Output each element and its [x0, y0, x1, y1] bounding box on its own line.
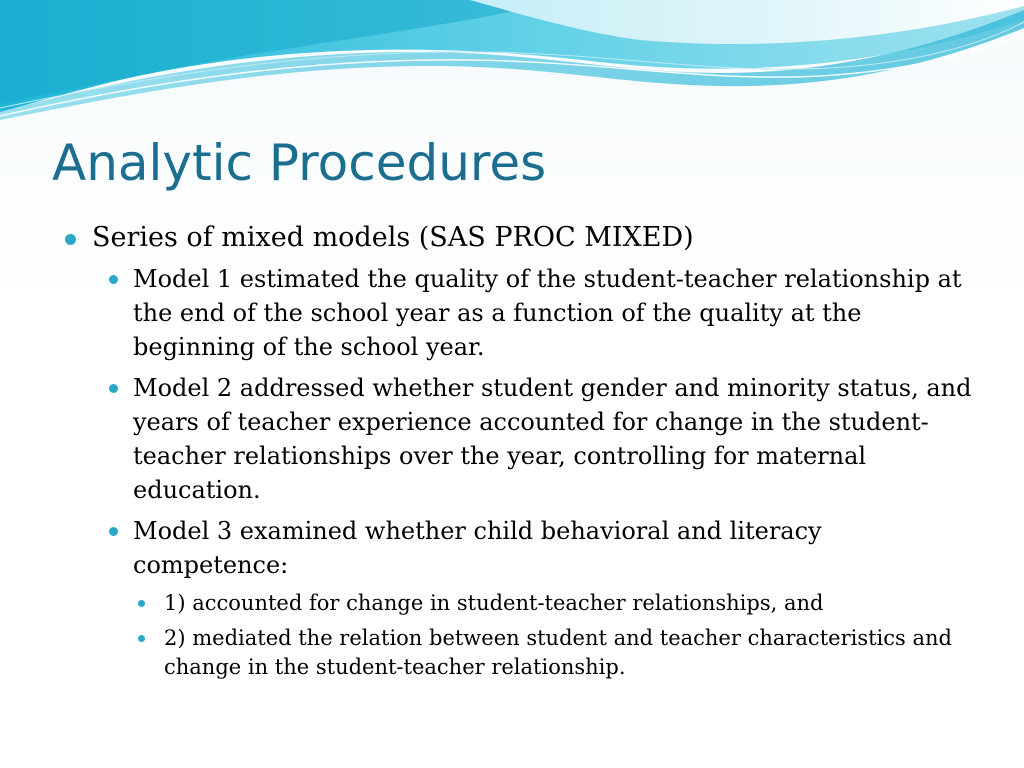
- bullet-level2-item: [60, 262, 980, 364]
- bullet-text: 2) mediated the relation between student and teacher characteristics and change in the student-teacher relationship.: [164, 626, 952, 679]
- bullet-text: 1) accounted for change in student-teacher relationships, and: [164, 591, 824, 615]
- bullet-dot-icon: [65, 234, 76, 245]
- bullet-dot-icon: [138, 600, 145, 607]
- bullet-level2-item: [60, 514, 980, 582]
- bullet-level1-item: [60, 220, 980, 256]
- bullet-dot-icon: [109, 527, 118, 536]
- bullet-list: [60, 220, 980, 688]
- bullet-dot-icon: [109, 275, 118, 284]
- slide-title: Analytic Procedures: [52, 134, 547, 192]
- bullet-text: Model 3 examined whether child behavioral and literacy competence:: [133, 517, 822, 579]
- bullet-level2-item: [60, 371, 980, 507]
- bullet-dot-icon: [109, 384, 118, 393]
- bullet-level3-item: [60, 624, 980, 682]
- bullet-level3-item: [60, 589, 980, 618]
- bullet-text: Series of mixed models (SAS PROC MIXED): [92, 222, 694, 253]
- bullet-dot-icon: [138, 635, 145, 642]
- bullet-text: Model 2 addressed whether student gender and minority status, and years of teacher experience accounted for change in the student-teacher relationships over the year, controlling for maternal education.: [133, 374, 972, 504]
- wave-header-decoration: [0, 0, 1024, 120]
- bullet-text: Model 1 estimated the quality of the student-teacher relationship at the end of the school year as a function of the quality at the beginning of the school year.: [133, 265, 962, 361]
